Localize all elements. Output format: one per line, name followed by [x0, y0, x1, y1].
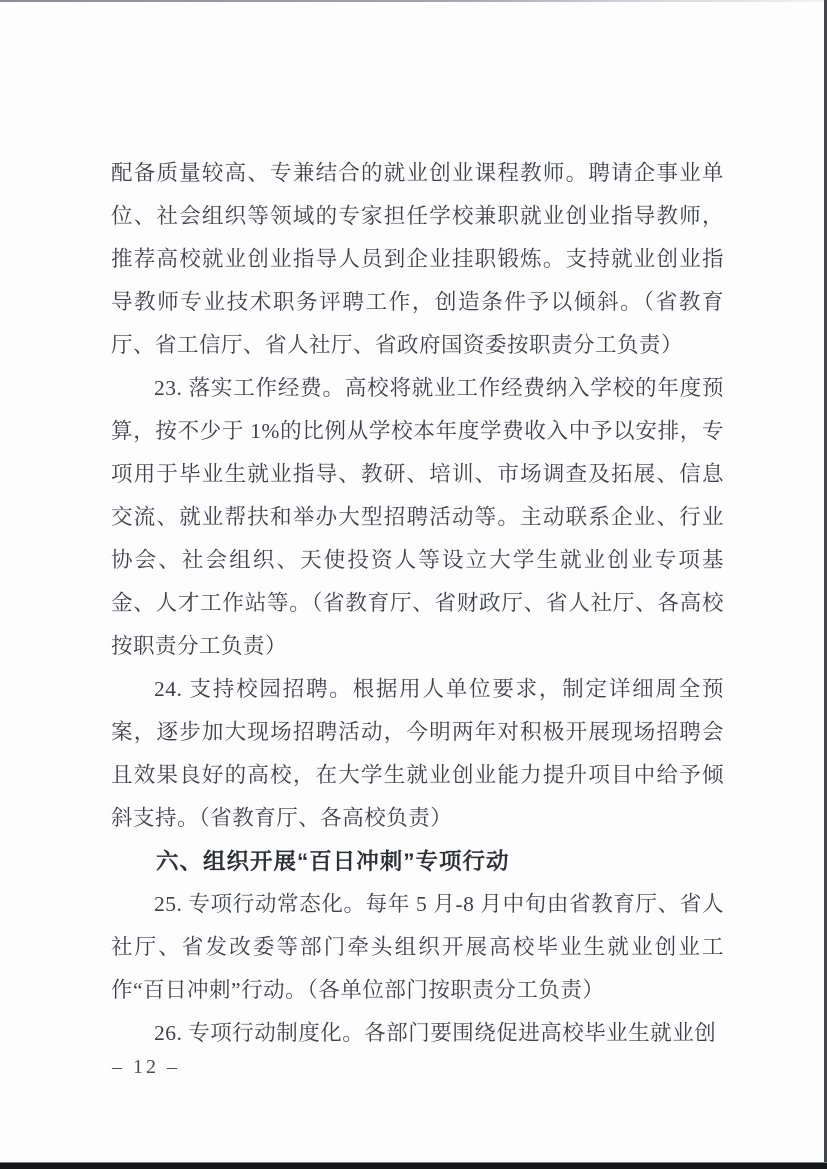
- section-heading-six: 六、组织开展“百日冲刺”专项行动: [156, 849, 510, 874]
- document-body: [111, 152, 724, 1055]
- paragraph-item-25: 25. 专项行动常态化。每年 5 月-8 月中旬由省教育厅、省人社厅、省发改委等部门牵头组织开展高校毕业生就业创业工作“百日冲刺”行动。（各单位部门按职责分工负责）: [111, 892, 724, 1002]
- paragraph-item-23: 23. 落实工作经费。高校将就业工作经费纳入学校的年度预算，按不少于 1%的比例从学校本年度学费收入中予以安排，专项用于毕业生就业指导、教研、培训、市场调查及拓展、信息交流、就业帮扶和举办大型招聘活动等。主动联系企业、行业协会、社会组织、天使投资人等设立大学生就业创业专项基金、人才工作站等。（省教育厅、省财政厅、省人社厅、各高校按职责分工负责）: [111, 376, 724, 658]
- scan-edge-bottom: [0, 1162, 827, 1169]
- page-number: – 12 –: [112, 1056, 180, 1078]
- scan-edge-top: [0, 0, 827, 2]
- paragraph-item-26: 26. 专项行动制度化。各部门要围绕促进高校毕业生就业创: [154, 1021, 717, 1045]
- paragraph-continuation: 配备质量较高、专兼结合的就业创业课程教师。聘请企事业单位、社会组织等领域的专家担任学校兼职就业创业指导教师，推荐高校就业创业指导人员到企业挂职锻炼。支持就业创业指导教师专业技术职务评聘工作，创造条件予以倾斜。（省教育厅、省工信厅、省人社厅、省政府国资委按职责分工负责）: [111, 161, 724, 357]
- paragraph-item-24: 24. 支持校园招聘。根据用人单位要求，制定详细周全预案，逐步加大现场招聘活动，今明两年对积极开展现场招聘会且效果良好的高校，在大学生就业创业能力提升项目中给予倾斜支持。（省教育厅、各高校负责）: [111, 677, 724, 830]
